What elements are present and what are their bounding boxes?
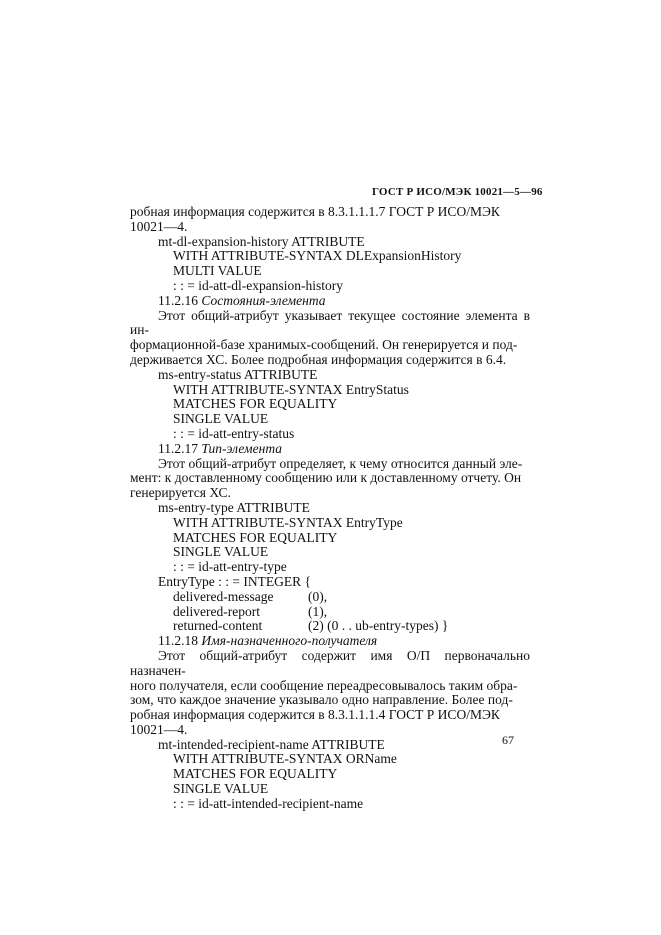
running-header: ГОСТ Р ИСО/МЭК 10021—5—96: [372, 186, 543, 198]
enum-value-code: (1),: [308, 603, 328, 619]
enum-value-name: returned-content: [173, 618, 263, 634]
attribute-def-line: WITH ATTRIBUTE-SYNTAX DLExpansionHistory: [173, 248, 462, 264]
attribute-def-line: MATCHES FOR EQUALITY: [173, 396, 338, 412]
section-number: 11.2.16: [158, 292, 198, 308]
paragraph-line: робная информация содержится в 8.3.1.1.1.4 ГОСТ Р ИСО/МЭК: [130, 707, 500, 723]
attribute-def-line: WITH ATTRIBUTE-SYNTAX EntryStatus: [173, 381, 409, 397]
section-heading: [130, 442, 530, 457]
attribute-def-line: : : = id-att-entry-type: [173, 559, 287, 575]
enum-value-name: delivered-report: [173, 603, 260, 619]
attribute-def-line: MULTI VALUE: [173, 263, 262, 279]
attribute-name-line: ms-entry-type ATTRIBUTE: [158, 499, 310, 515]
attribute-def-line: : : = id-att-dl-expansion-history: [173, 277, 343, 293]
attribute-def-line: : : = id-att-entry-status: [173, 425, 295, 441]
attribute-name-line: mt-intended-recipient-name ATTRIBUTE: [158, 736, 385, 752]
paragraph-line: Этот общий-атрибут содержит имя О/П первоначально назначен-: [130, 647, 530, 678]
enum-value-name: delivered-message: [173, 588, 274, 604]
enum-value-row: [130, 605, 530, 620]
paragraph-line: мент: к доставленному сообщению или к доставленному отчету. Он: [130, 470, 522, 486]
attribute-def-line: WITH ATTRIBUTE-SYNTAX ORName: [173, 751, 397, 767]
continued-text-line: робная информация содержится в 8.3.1.1.1.7 ГОСТ Р ИСО/МЭК: [130, 204, 500, 219]
section-heading: [130, 634, 530, 649]
attribute-def-line: SINGLE VALUE: [173, 781, 269, 797]
attribute-def-line: SINGLE VALUE: [173, 544, 269, 560]
section-title: Состояния-элемента: [201, 292, 326, 308]
section-heading: [130, 294, 530, 309]
paragraph-line: зом, что каждое значение указывало одно направление. Более под-: [130, 692, 513, 708]
section-title: Имя-назначенного-получателя: [201, 633, 378, 649]
attribute-def-line: WITH ATTRIBUTE-SYNTAX EntryType: [173, 514, 403, 530]
attribute-def-line: : : = id-att-intended-recipient-name: [173, 795, 364, 811]
paragraph-line: 10021—4.: [130, 721, 188, 737]
section-number: 11.2.18: [158, 633, 198, 649]
attribute-name-line: ms-entry-status ATTRIBUTE: [158, 366, 318, 382]
enum-value-code: (2) (0 . . ub-entry-types) }: [308, 618, 449, 634]
page-number: 67: [502, 733, 514, 747]
paragraph-line: Этот общий-атрибут указывает текущее состояние элемента в ин-: [130, 307, 530, 338]
paragraph-line: генерируется ХС.: [130, 485, 231, 501]
attribute-def-line: SINGLE VALUE: [173, 411, 269, 427]
attribute-def-line: MATCHES FOR EQUALITY: [173, 766, 338, 782]
attribute-name-line: mt-dl-expansion-history ATTRIBUTE: [158, 233, 365, 249]
enum-value-row: [130, 590, 530, 605]
enum-value-row: [130, 619, 530, 634]
attribute-def-line: MATCHES FOR EQUALITY: [173, 529, 338, 545]
section-number: 11.2.17: [158, 440, 198, 456]
page-body: [130, 205, 530, 812]
paragraph-line: формационной-базе хранимых-сообщений. Он генерируется и под-: [130, 337, 518, 353]
paragraph-line: Этот общий-атрибут определяет, к чему относится данный эле-: [158, 455, 523, 471]
continued-text-line: 10021—4.: [130, 218, 188, 234]
paragraph-line: держивается ХС. Более подробная информация содержится в 6.4.: [130, 351, 507, 367]
enum-value-code: (0),: [308, 588, 328, 604]
paragraph-line: ного получателя, если сообщение переадресовывалось таким обра-: [130, 677, 518, 693]
type-definition-line: EntryType : : = INTEGER {: [158, 573, 311, 589]
section-title: Тип-элемента: [201, 440, 283, 456]
